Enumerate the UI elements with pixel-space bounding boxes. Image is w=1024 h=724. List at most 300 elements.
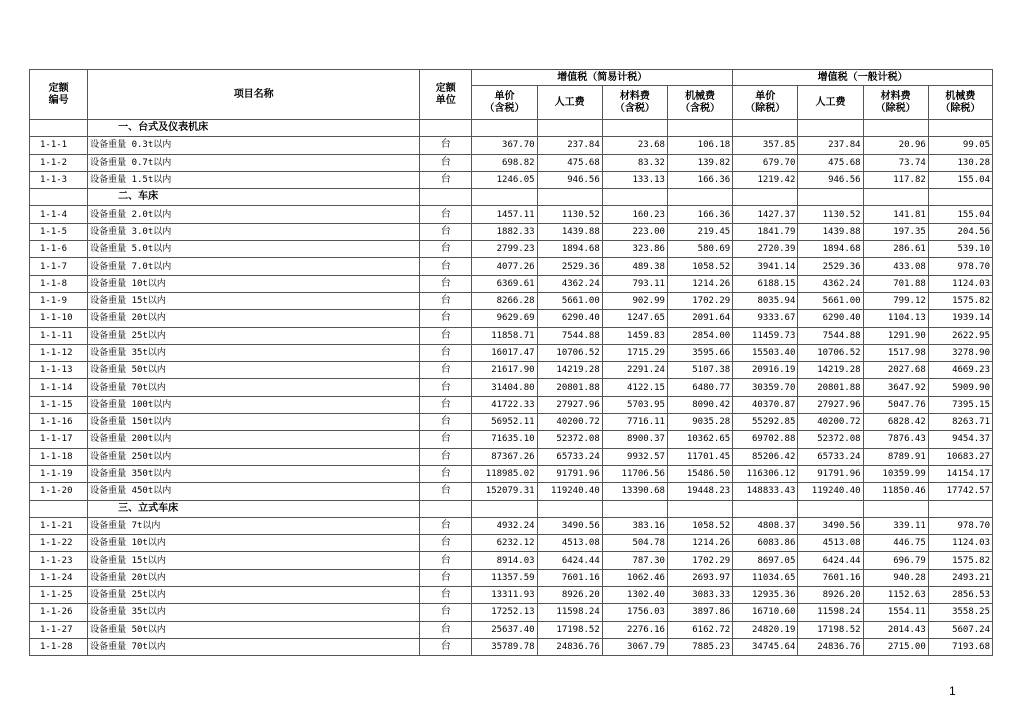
table-body: [30, 120, 993, 656]
value-simple-unit-price: 118985.02: [472, 465, 537, 482]
value-general-unit-price: 6188.15: [733, 275, 798, 292]
quota-code: 1-1-22: [30, 535, 88, 552]
value-general-material: 5047.76: [863, 396, 928, 413]
quota-code: 1-1-12: [30, 344, 88, 361]
item-name: 设备重量 35t以内: [88, 604, 420, 621]
value-simple-material: 1756.03: [602, 604, 667, 621]
quota-unit: 台: [420, 258, 472, 275]
table-row: [30, 206, 993, 223]
value-general-material: 339.11: [863, 517, 928, 534]
quota-code: 1-1-17: [30, 431, 88, 448]
value-general-machine: 1575.82: [928, 552, 992, 569]
quota-code: 1-1-3: [30, 171, 88, 188]
value-simple-unit-price: 31404.80: [472, 379, 537, 396]
value-simple-machine: 1214.26: [667, 275, 732, 292]
table-row: [30, 241, 993, 258]
value-simple-machine: 166.36: [667, 206, 732, 223]
value-general-labor: 91791.96: [798, 465, 863, 482]
value-simple-material: 13390.68: [602, 483, 667, 500]
table-row: [30, 517, 993, 534]
item-name: 设备重量 250t以内: [88, 448, 420, 465]
value-general-unit-price: 69702.88: [733, 431, 798, 448]
quota-code: 1-1-1: [30, 137, 88, 154]
value-general-material: 2027.68: [863, 362, 928, 379]
item-name: 设备重量 5.0t以内: [88, 241, 420, 258]
quota-unit: 台: [420, 621, 472, 638]
value-simple-labor: 8926.20: [537, 587, 602, 604]
quota-code: 1-1-7: [30, 258, 88, 275]
value-simple-unit-price: 21617.90: [472, 362, 537, 379]
value-simple-material: 5703.95: [602, 396, 667, 413]
value-general-material: 2715.00: [863, 638, 928, 655]
value-simple-machine: 2091.64: [667, 310, 732, 327]
value-simple-machine: 15486.50: [667, 465, 732, 482]
value-general-machine: 978.70: [928, 258, 992, 275]
item-name: 设备重量 7.0t以内: [88, 258, 420, 275]
value-general-material: 940.28: [863, 569, 928, 586]
value-simple-machine: 2854.00: [667, 327, 732, 344]
item-name: 设备重量 10t以内: [88, 535, 420, 552]
value-general-material: 1291.90: [863, 327, 928, 344]
value-general-machine: 99.05: [928, 137, 992, 154]
value-general-machine: 10683.27: [928, 448, 992, 465]
value-simple-material: 83.32: [602, 154, 667, 171]
value-simple-material: 8900.37: [602, 431, 667, 448]
header-general-unit-price: 单价 （除税）: [733, 86, 798, 120]
value-simple-labor: 7601.16: [537, 569, 602, 586]
quota-unit: 台: [420, 448, 472, 465]
header-unit: 定额 单位: [420, 70, 472, 120]
quota-code: 1-1-26: [30, 604, 88, 621]
value-general-unit-price: 8035.94: [733, 292, 798, 309]
table-row: [30, 379, 993, 396]
table-row: [30, 292, 993, 309]
value-general-labor: 8926.20: [798, 587, 863, 604]
value-general-unit-price: 20916.19: [733, 362, 798, 379]
value-general-material: 6828.42: [863, 414, 928, 431]
header-simple-machine: 机械费 （含税）: [667, 86, 732, 120]
value-general-material: 446.75: [863, 535, 928, 552]
value-simple-unit-price: 8914.03: [472, 552, 537, 569]
value-simple-labor: 237.84: [537, 137, 602, 154]
value-general-machine: 2493.21: [928, 569, 992, 586]
value-simple-unit-price: 71635.10: [472, 431, 537, 448]
quota-unit: 台: [420, 638, 472, 655]
item-name: 设备重量 7t以内: [88, 517, 420, 534]
value-general-labor: 946.56: [798, 171, 863, 188]
quota-code: 1-1-10: [30, 310, 88, 327]
value-general-machine: 3558.25: [928, 604, 992, 621]
quota-unit: 台: [420, 604, 472, 621]
table-row: [30, 275, 993, 292]
quota-unit: 台: [420, 535, 472, 552]
quota-code: 1-1-20: [30, 483, 88, 500]
quota-unit: 台: [420, 431, 472, 448]
value-general-unit-price: 2720.39: [733, 241, 798, 258]
value-simple-labor: 1894.68: [537, 241, 602, 258]
value-general-unit-price: 6083.86: [733, 535, 798, 552]
table-row: [30, 223, 993, 240]
value-simple-labor: 65733.24: [537, 448, 602, 465]
value-simple-unit-price: 6369.61: [472, 275, 537, 292]
value-simple-unit-price: 35789.78: [472, 638, 537, 655]
value-general-unit-price: 16710.60: [733, 604, 798, 621]
header-general-machine: 机械费 （除税）: [928, 86, 992, 120]
table-row: [30, 535, 993, 552]
value-general-unit-price: 357.85: [733, 137, 798, 154]
quota-code: 1-1-13: [30, 362, 88, 379]
value-general-material: 799.12: [863, 292, 928, 309]
value-general-unit-price: 40370.87: [733, 396, 798, 413]
item-name: 设备重量 200t以内: [88, 431, 420, 448]
value-general-machine: 7193.68: [928, 638, 992, 655]
value-simple-machine: 7885.23: [667, 638, 732, 655]
value-general-unit-price: 30359.70: [733, 379, 798, 396]
table-row: [30, 137, 993, 154]
value-simple-material: 1062.46: [602, 569, 667, 586]
quota-code: 1-1-23: [30, 552, 88, 569]
table-row: [30, 154, 993, 171]
item-name: 设备重量 50t以内: [88, 362, 420, 379]
value-simple-labor: 27927.96: [537, 396, 602, 413]
item-name: 设备重量 25t以内: [88, 327, 420, 344]
quota-unit: 台: [420, 327, 472, 344]
value-simple-labor: 52372.08: [537, 431, 602, 448]
header-code: 定额 编号: [30, 70, 88, 120]
value-general-labor: 1894.68: [798, 241, 863, 258]
value-general-machine: 2622.95: [928, 327, 992, 344]
value-simple-labor: 1439.88: [537, 223, 602, 240]
value-simple-unit-price: 8266.28: [472, 292, 537, 309]
value-general-material: 141.81: [863, 206, 928, 223]
quota-code: 1-1-6: [30, 241, 88, 258]
value-general-machine: 1939.14: [928, 310, 992, 327]
value-simple-unit-price: 1882.33: [472, 223, 537, 240]
value-simple-material: 323.86: [602, 241, 667, 258]
value-general-unit-price: 1427.37: [733, 206, 798, 223]
value-general-material: 3647.92: [863, 379, 928, 396]
section-row: [30, 189, 993, 206]
value-simple-material: 4122.15: [602, 379, 667, 396]
value-general-labor: 14219.28: [798, 362, 863, 379]
value-simple-unit-price: 4932.24: [472, 517, 537, 534]
value-simple-machine: 3595.66: [667, 344, 732, 361]
value-general-material: 8789.91: [863, 448, 928, 465]
item-name: 设备重量 35t以内: [88, 344, 420, 361]
value-simple-labor: 17198.52: [537, 621, 602, 638]
value-simple-labor: 4513.08: [537, 535, 602, 552]
value-simple-unit-price: 11858.71: [472, 327, 537, 344]
value-general-labor: 475.68: [798, 154, 863, 171]
value-simple-material: 133.13: [602, 171, 667, 188]
value-simple-unit-price: 41722.33: [472, 396, 537, 413]
value-general-unit-price: 1841.79: [733, 223, 798, 240]
header-group-simple-tax: 增值税（简易计税）: [472, 70, 733, 86]
value-general-machine: 155.04: [928, 206, 992, 223]
value-simple-machine: 9035.28: [667, 414, 732, 431]
quota-code: 1-1-21: [30, 517, 88, 534]
quota-unit: 台: [420, 344, 472, 361]
table-row: [30, 258, 993, 275]
item-name: 设备重量 0.7t以内: [88, 154, 420, 171]
value-simple-labor: 3490.56: [537, 517, 602, 534]
value-general-material: 20.96: [863, 137, 928, 154]
value-general-material: 1554.11: [863, 604, 928, 621]
value-general-machine: 155.04: [928, 171, 992, 188]
value-simple-unit-price: 56952.11: [472, 414, 537, 431]
value-general-labor: 119240.40: [798, 483, 863, 500]
table-row: [30, 569, 993, 586]
value-general-machine: 539.10: [928, 241, 992, 258]
value-simple-machine: 3083.33: [667, 587, 732, 604]
value-simple-material: 3067.79: [602, 638, 667, 655]
quota-unit: 台: [420, 171, 472, 188]
value-simple-unit-price: 698.82: [472, 154, 537, 171]
value-general-labor: 52372.08: [798, 431, 863, 448]
value-general-machine: 4669.23: [928, 362, 992, 379]
value-general-labor: 17198.52: [798, 621, 863, 638]
value-simple-unit-price: 11357.59: [472, 569, 537, 586]
item-name: 设备重量 15t以内: [88, 552, 420, 569]
value-general-machine: 7395.15: [928, 396, 992, 413]
value-general-material: 286.61: [863, 241, 928, 258]
value-general-machine: 130.28: [928, 154, 992, 171]
value-simple-unit-price: 16017.47: [472, 344, 537, 361]
value-simple-machine: 1058.52: [667, 517, 732, 534]
quota-unit: 台: [420, 587, 472, 604]
value-simple-material: 1302.40: [602, 587, 667, 604]
quota-unit: 台: [420, 292, 472, 309]
quota-unit: 台: [420, 310, 472, 327]
item-name: 设备重量 100t以内: [88, 396, 420, 413]
quota-unit: 台: [420, 223, 472, 240]
section-title: 二、车床: [88, 189, 420, 206]
value-general-machine: 978.70: [928, 517, 992, 534]
value-general-unit-price: 12935.36: [733, 587, 798, 604]
value-general-material: 1104.13: [863, 310, 928, 327]
header-group-general-tax: 增值税（一般计税）: [733, 70, 993, 86]
value-simple-unit-price: 87367.26: [472, 448, 537, 465]
section-title: 一、台式及仪表机床: [88, 120, 420, 137]
value-simple-labor: 11598.24: [537, 604, 602, 621]
quota-unit: 台: [420, 241, 472, 258]
value-general-unit-price: 11034.65: [733, 569, 798, 586]
value-simple-unit-price: 1457.11: [472, 206, 537, 223]
value-general-labor: 4362.24: [798, 275, 863, 292]
quota-unit: 台: [420, 569, 472, 586]
value-general-labor: 237.84: [798, 137, 863, 154]
value-simple-material: 1715.29: [602, 344, 667, 361]
item-name: 设备重量 450t以内: [88, 483, 420, 500]
value-simple-machine: 10362.65: [667, 431, 732, 448]
value-simple-labor: 24836.76: [537, 638, 602, 655]
value-simple-labor: 6290.40: [537, 310, 602, 327]
quota-unit: 台: [420, 396, 472, 413]
quota-code: 1-1-8: [30, 275, 88, 292]
quota-unit: 台: [420, 517, 472, 534]
value-simple-labor: 10706.52: [537, 344, 602, 361]
page-number: 1: [949, 684, 956, 698]
quota-unit: 台: [420, 552, 472, 569]
section-title: 三、立式车床: [88, 500, 420, 517]
value-general-labor: 3490.56: [798, 517, 863, 534]
value-general-machine: 5607.24: [928, 621, 992, 638]
value-simple-machine: 1058.52: [667, 258, 732, 275]
quota-code: 1-1-24: [30, 569, 88, 586]
value-general-labor: 65733.24: [798, 448, 863, 465]
value-simple-material: 2276.16: [602, 621, 667, 638]
value-general-material: 1517.98: [863, 344, 928, 361]
value-general-unit-price: 8697.05: [733, 552, 798, 569]
value-simple-unit-price: 1246.05: [472, 171, 537, 188]
table-row: [30, 638, 993, 655]
value-simple-material: 9932.57: [602, 448, 667, 465]
value-general-labor: 7544.88: [798, 327, 863, 344]
header-simple-material: 材料费 （含税）: [602, 86, 667, 120]
value-general-unit-price: 4808.37: [733, 517, 798, 534]
value-simple-labor: 2529.36: [537, 258, 602, 275]
value-general-unit-price: 679.70: [733, 154, 798, 171]
value-simple-labor: 14219.28: [537, 362, 602, 379]
value-general-machine: 1124.03: [928, 275, 992, 292]
value-general-machine: 1124.03: [928, 535, 992, 552]
item-name: 设备重量 2.0t以内: [88, 206, 420, 223]
value-general-machine: 17742.57: [928, 483, 992, 500]
value-simple-machine: 6162.72: [667, 621, 732, 638]
table-row: [30, 448, 993, 465]
value-general-material: 1152.63: [863, 587, 928, 604]
quota-unit: 台: [420, 379, 472, 396]
table-row: [30, 171, 993, 188]
value-general-unit-price: 34745.64: [733, 638, 798, 655]
value-general-unit-price: 116306.12: [733, 465, 798, 482]
value-general-machine: 8263.71: [928, 414, 992, 431]
value-simple-labor: 4362.24: [537, 275, 602, 292]
value-general-material: 433.08: [863, 258, 928, 275]
value-simple-material: 504.78: [602, 535, 667, 552]
value-simple-unit-price: 152079.31: [472, 483, 537, 500]
quota-code: 1-1-28: [30, 638, 88, 655]
value-simple-unit-price: 9629.69: [472, 310, 537, 327]
table-row: [30, 310, 993, 327]
value-general-unit-price: 55292.85: [733, 414, 798, 431]
item-name: 设备重量 70t以内: [88, 638, 420, 655]
item-name: 设备重量 0.3t以内: [88, 137, 420, 154]
value-simple-material: 383.16: [602, 517, 667, 534]
value-general-labor: 6290.40: [798, 310, 863, 327]
value-simple-unit-price: 17252.13: [472, 604, 537, 621]
value-simple-machine: 1702.29: [667, 552, 732, 569]
table-row: [30, 431, 993, 448]
table-header: [30, 70, 993, 120]
value-simple-material: 1459.83: [602, 327, 667, 344]
value-general-labor: 11598.24: [798, 604, 863, 621]
header-simple-unit-price: 单价 （含税）: [472, 86, 537, 120]
value-general-machine: 14154.17: [928, 465, 992, 482]
value-general-labor: 1130.52: [798, 206, 863, 223]
value-simple-material: 11706.56: [602, 465, 667, 482]
item-name: 设备重量 50t以内: [88, 621, 420, 638]
section-row: [30, 500, 993, 517]
value-general-unit-price: 9333.67: [733, 310, 798, 327]
value-general-labor: 7601.16: [798, 569, 863, 586]
table-row: [30, 396, 993, 413]
item-name: 设备重量 15t以内: [88, 292, 420, 309]
table-row: [30, 587, 993, 604]
quota-code: 1-1-19: [30, 465, 88, 482]
value-simple-unit-price: 13311.93: [472, 587, 537, 604]
value-general-labor: 20801.88: [798, 379, 863, 396]
value-simple-machine: 2693.97: [667, 569, 732, 586]
table-row: [30, 327, 993, 344]
value-general-machine: 1575.82: [928, 292, 992, 309]
quota-unit: 台: [420, 137, 472, 154]
quota-unit: 台: [420, 206, 472, 223]
section-row: [30, 120, 993, 137]
value-simple-labor: 1130.52: [537, 206, 602, 223]
table-row: [30, 621, 993, 638]
header-name: 项目名称: [88, 70, 420, 120]
value-general-material: 197.35: [863, 223, 928, 240]
value-general-labor: 10706.52: [798, 344, 863, 361]
value-simple-machine: 106.18: [667, 137, 732, 154]
header-simple-labor: 人工费: [537, 86, 602, 120]
value-simple-labor: 946.56: [537, 171, 602, 188]
value-simple-material: 223.00: [602, 223, 667, 240]
quota-code: 1-1-5: [30, 223, 88, 240]
value-general-material: 2014.43: [863, 621, 928, 638]
item-name: 设备重量 20t以内: [88, 569, 420, 586]
table-row: [30, 344, 993, 361]
value-simple-unit-price: 2799.23: [472, 241, 537, 258]
quota-code: 1-1-4: [30, 206, 88, 223]
value-simple-material: 1247.65: [602, 310, 667, 327]
header-general-labor: 人工费: [798, 86, 863, 120]
value-simple-material: 2291.24: [602, 362, 667, 379]
quota-code: 1-1-18: [30, 448, 88, 465]
value-general-machine: 5909.90: [928, 379, 992, 396]
item-name: 设备重量 150t以内: [88, 414, 420, 431]
value-general-labor: 1439.88: [798, 223, 863, 240]
quota-unit: 台: [420, 154, 472, 171]
value-general-labor: 6424.44: [798, 552, 863, 569]
value-simple-material: 902.99: [602, 292, 667, 309]
value-general-material: 701.88: [863, 275, 928, 292]
value-simple-material: 489.38: [602, 258, 667, 275]
value-simple-machine: 166.36: [667, 171, 732, 188]
value-general-machine: 204.56: [928, 223, 992, 240]
value-general-labor: 2529.36: [798, 258, 863, 275]
item-name: 设备重量 20t以内: [88, 310, 420, 327]
table-row: [30, 483, 993, 500]
value-simple-unit-price: 25637.40: [472, 621, 537, 638]
quota-code: 1-1-2: [30, 154, 88, 171]
value-general-material: 73.74: [863, 154, 928, 171]
table-row: [30, 465, 993, 482]
value-simple-material: 23.68: [602, 137, 667, 154]
quota-code: 1-1-27: [30, 621, 88, 638]
item-name: 设备重量 25t以内: [88, 587, 420, 604]
item-name: 设备重量 10t以内: [88, 275, 420, 292]
value-general-material: 10359.99: [863, 465, 928, 482]
value-general-labor: 27927.96: [798, 396, 863, 413]
table-row: [30, 362, 993, 379]
value-general-machine: 9454.37: [928, 431, 992, 448]
value-simple-unit-price: 367.70: [472, 137, 537, 154]
value-simple-labor: 119240.40: [537, 483, 602, 500]
value-simple-material: 787.30: [602, 552, 667, 569]
value-simple-machine: 139.82: [667, 154, 732, 171]
